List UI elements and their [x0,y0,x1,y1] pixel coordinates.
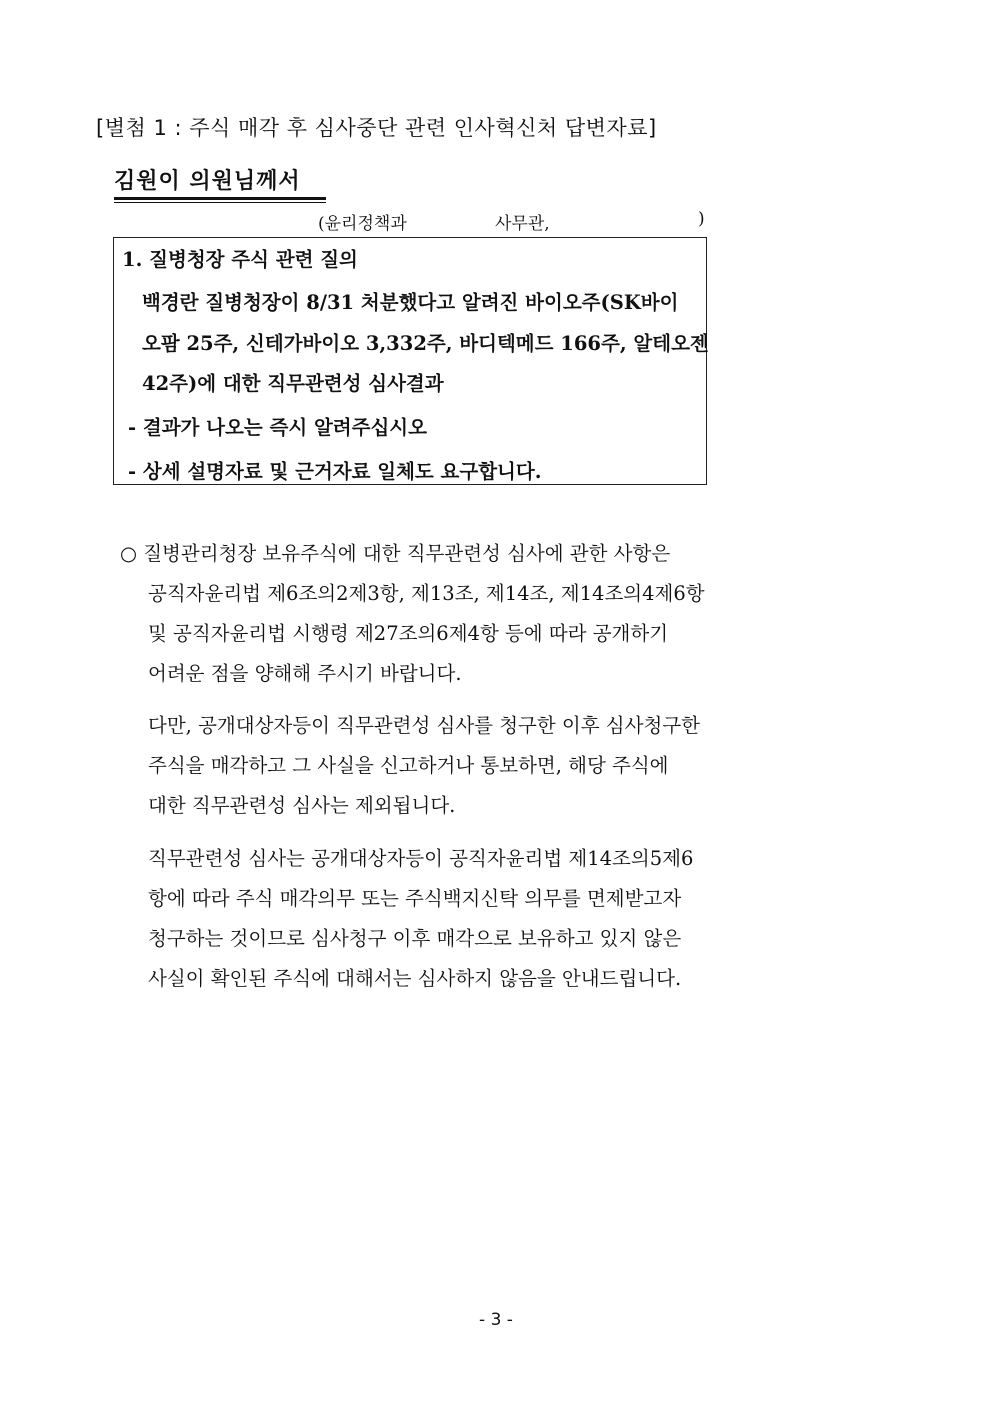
attachment-header: [별첨 1 : 주식 매각 후 심사중단 관련 인사혁신처 답변자료] [96,116,657,140]
contact-officer: 사무관, [495,214,550,234]
question-line: 백경란 질병청장이 8/31 처분했다고 알려진 바이오주(SK바이 [142,291,679,314]
addressee-underline-thin [114,202,326,203]
answer-line: 직무관련성 심사는 공개대상자등이 공직자윤리법 제14조의5제6 [148,847,694,870]
contact-department: (윤리정책과 [318,214,407,234]
contact-close-paren: ) [698,209,705,229]
answer-line: 청구하는 것이므로 심사청구 이후 매각으로 보유하고 있지 않은 [148,927,682,950]
question-request-1: - 결과가 나오는 즉시 알려주십시오 [128,416,427,439]
addressee-label: 김원이 의원님께서 [114,168,301,194]
answer-line: 공직자윤리법 제6조의2제3항, 제13조, 제14조, 제14조의4제6항 [148,582,705,605]
answer-line: 사실이 확인된 주식에 대해서는 심사하지 않음을 안내드립니다. [148,967,682,990]
page-number: - 3 - [479,1310,513,1330]
answer-line: 다만, 공개대상자등이 직무관련성 심사를 청구한 이후 심사청구한 [148,714,700,737]
answer-line: 항에 따라 주식 매각의무 또는 주식백지신탁 의무를 면제받고자 [148,887,682,910]
question-request-2: - 상세 설명자료 및 근거자료 일체도 요구합니다. [128,460,542,483]
answer-line: 대한 직무관련성 심사는 제외됩니다. [148,794,456,817]
addressee-underline-thick [114,197,326,200]
question-box [113,237,707,485]
answer-line: ○ 질병관리청장 보유주식에 대한 직무관련성 심사에 관한 사항은 [120,542,671,565]
question-line: 42주)에 대한 직무관련성 심사결과 [142,372,444,395]
question-line: 오팜 25주, 신테가바이오 3,332주, 바디텍메드 166주, 알테오젠 [142,332,709,355]
question-title: 1. 질병청장 주식 관련 질의 [122,248,358,271]
answer-line: 어려운 점을 양해해 주시기 바랍니다. [148,662,462,685]
answer-line: 주식을 매각하고 그 사실을 신고하거나 통보하면, 해당 주식에 [148,754,669,777]
answer-line: 및 공직자윤리법 시행령 제27조의6제4항 등에 따라 공개하기 [148,622,669,645]
